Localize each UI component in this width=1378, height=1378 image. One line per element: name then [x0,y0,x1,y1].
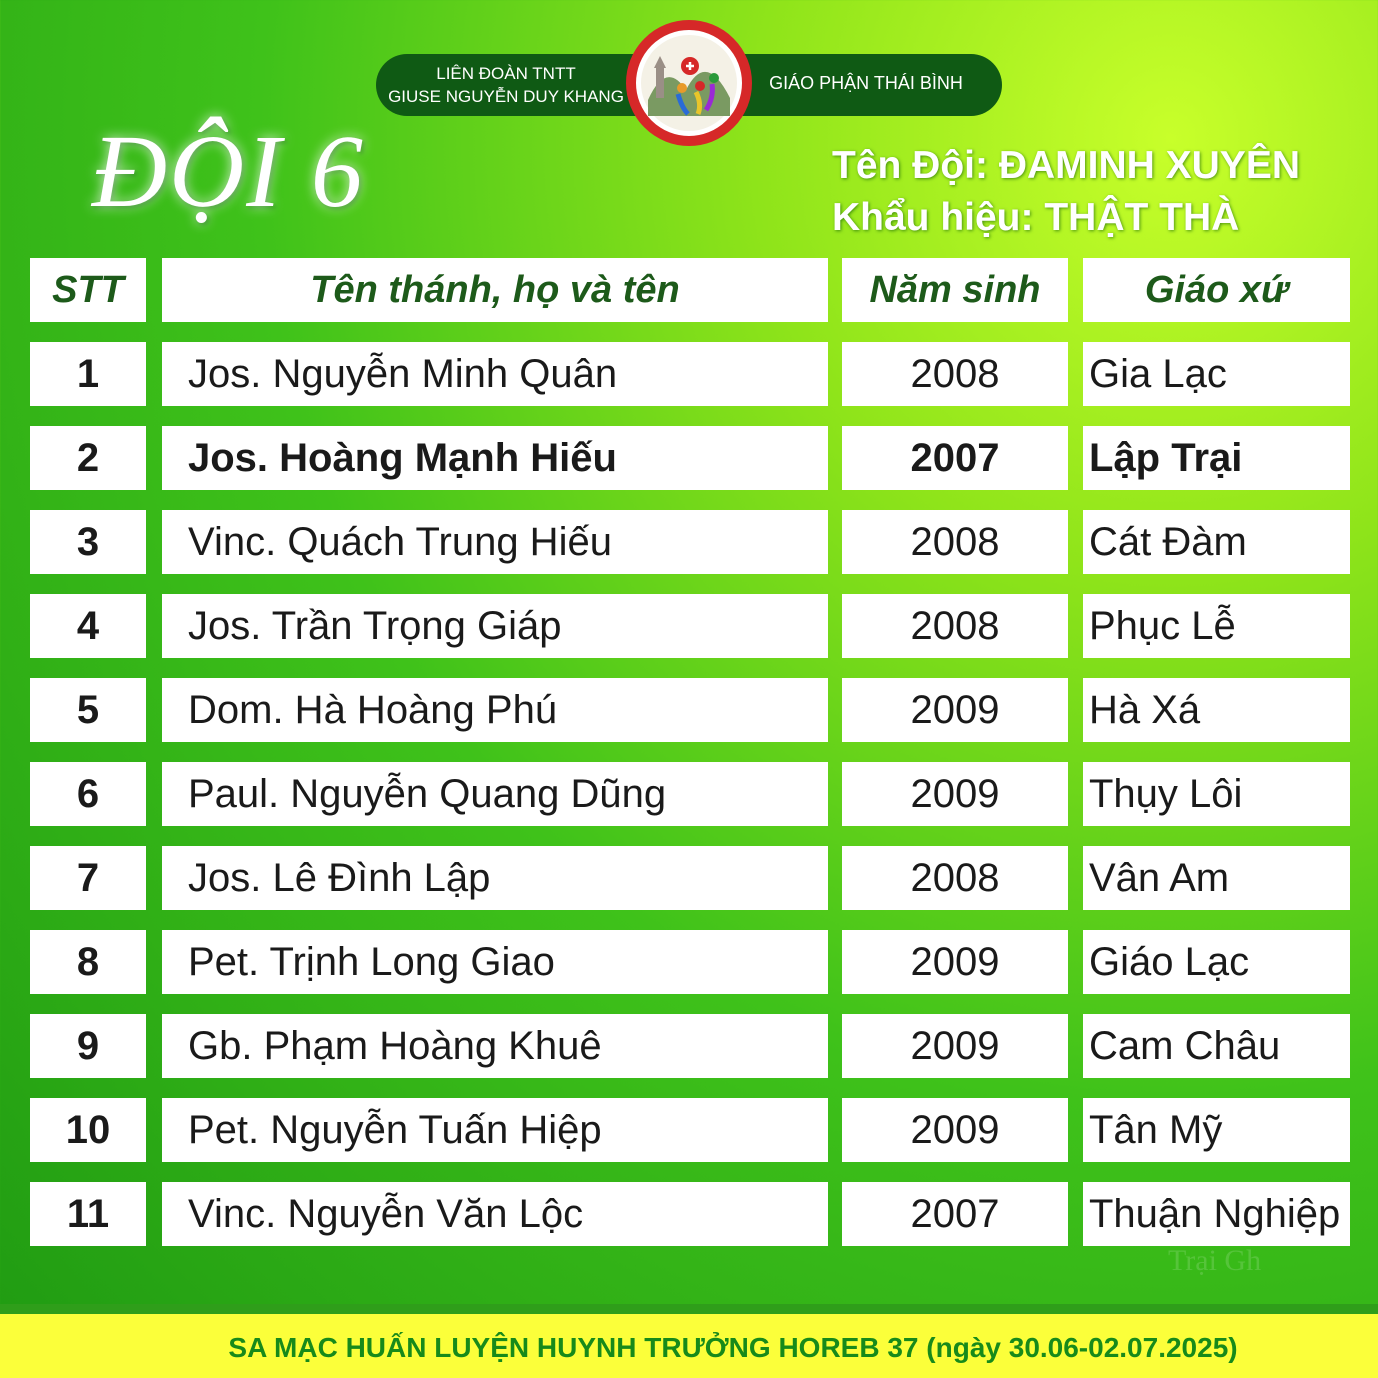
row-stt: 6 [30,762,146,826]
row-year: 2009 [842,762,1068,826]
row-parish: Lập Trại [1083,426,1350,490]
row-parish: Giáo Lạc [1083,930,1350,994]
row-parish: Gia Lạc [1083,342,1350,406]
row-name: Jos. Trần Trọng Giáp [162,594,828,658]
row-year: 2008 [842,846,1068,910]
row-stt: 5 [30,678,146,742]
row-year: 2009 [842,930,1068,994]
federation-label [376,62,636,108]
header-stt: STT [30,258,146,322]
row-parish: Vân Am [1083,846,1350,910]
row-name: Gb. Phạm Hoàng Khuê [162,1014,828,1078]
row-parish: Tân Mỹ [1083,1098,1350,1162]
row-year: 2008 [842,594,1068,658]
federation-line1: LIÊN ĐOÀN TNTT [436,64,576,83]
row-parish: Cát Đàm [1083,510,1350,574]
row-stt: 2 [30,426,146,490]
row-name: Pet. Nguyễn Tuấn Hiệp [162,1098,828,1162]
row-name: Jos. Hoàng Mạnh Hiếu [162,426,828,490]
watermark: Trại Gh [1168,1244,1262,1277]
row-year: 2007 [842,1182,1068,1246]
row-name: Dom. Hà Hoàng Phú [162,678,828,742]
row-parish: Thụy Lôi [1083,762,1350,826]
row-name: Pet. Trịnh Long Giao [162,930,828,994]
diocese-label: GIÁO PHẬN THÁI BÌNH [769,73,963,93]
row-stt: 11 [30,1182,146,1246]
team-slogan: Khẩu hiệu: THẬT THÀ [832,196,1240,239]
row-stt: 7 [30,846,146,910]
row-name: Jos. Lê Đình Lập [162,846,828,910]
row-year: 2009 [842,1014,1068,1078]
row-stt: 9 [30,1014,146,1078]
row-stt: 8 [30,930,146,994]
team-name: Tên Đội: ĐAMINH XUYÊN [832,144,1300,187]
team-number-title: ĐỘI 6 [92,114,365,229]
row-name: Paul. Nguyễn Quang Dũng [162,762,828,826]
row-stt: 3 [30,510,146,574]
row-stt: 4 [30,594,146,658]
row-parish: Cam Châu [1083,1014,1350,1078]
footer-caption: SA MẠC HUẤN LUYỆN HUYNH TRƯỞNG HOREB 37 (ngày 30.06-02.07.2025) [228,1332,1238,1363]
row-name: Vinc. Nguyễn Văn Lộc [162,1182,828,1246]
federation-line2: GIUSE NGUYỄN DUY KHANG [388,87,624,106]
diocese-emblem-icon [626,20,752,146]
row-parish: Phục Lễ [1083,594,1350,658]
row-stt: 1 [30,342,146,406]
team-info [832,140,1300,244]
row-name: Vinc. Quách Trung Hiếu [162,510,828,574]
row-year: 2009 [842,678,1068,742]
row-year: 2009 [842,1098,1068,1162]
header-year: Năm sinh [842,258,1068,322]
header-parish: Giáo xứ [1083,258,1350,322]
row-parish: Thuận Nghiệp [1083,1182,1350,1246]
row-year: 2008 [842,342,1068,406]
row-year: 2008 [842,510,1068,574]
row-parish: Hà Xá [1083,678,1350,742]
row-stt: 10 [30,1098,146,1162]
row-year: 2007 [842,426,1068,490]
header-name: Tên thánh, họ và tên [162,258,828,322]
row-name: Jos. Nguyễn Minh Quân [162,342,828,406]
